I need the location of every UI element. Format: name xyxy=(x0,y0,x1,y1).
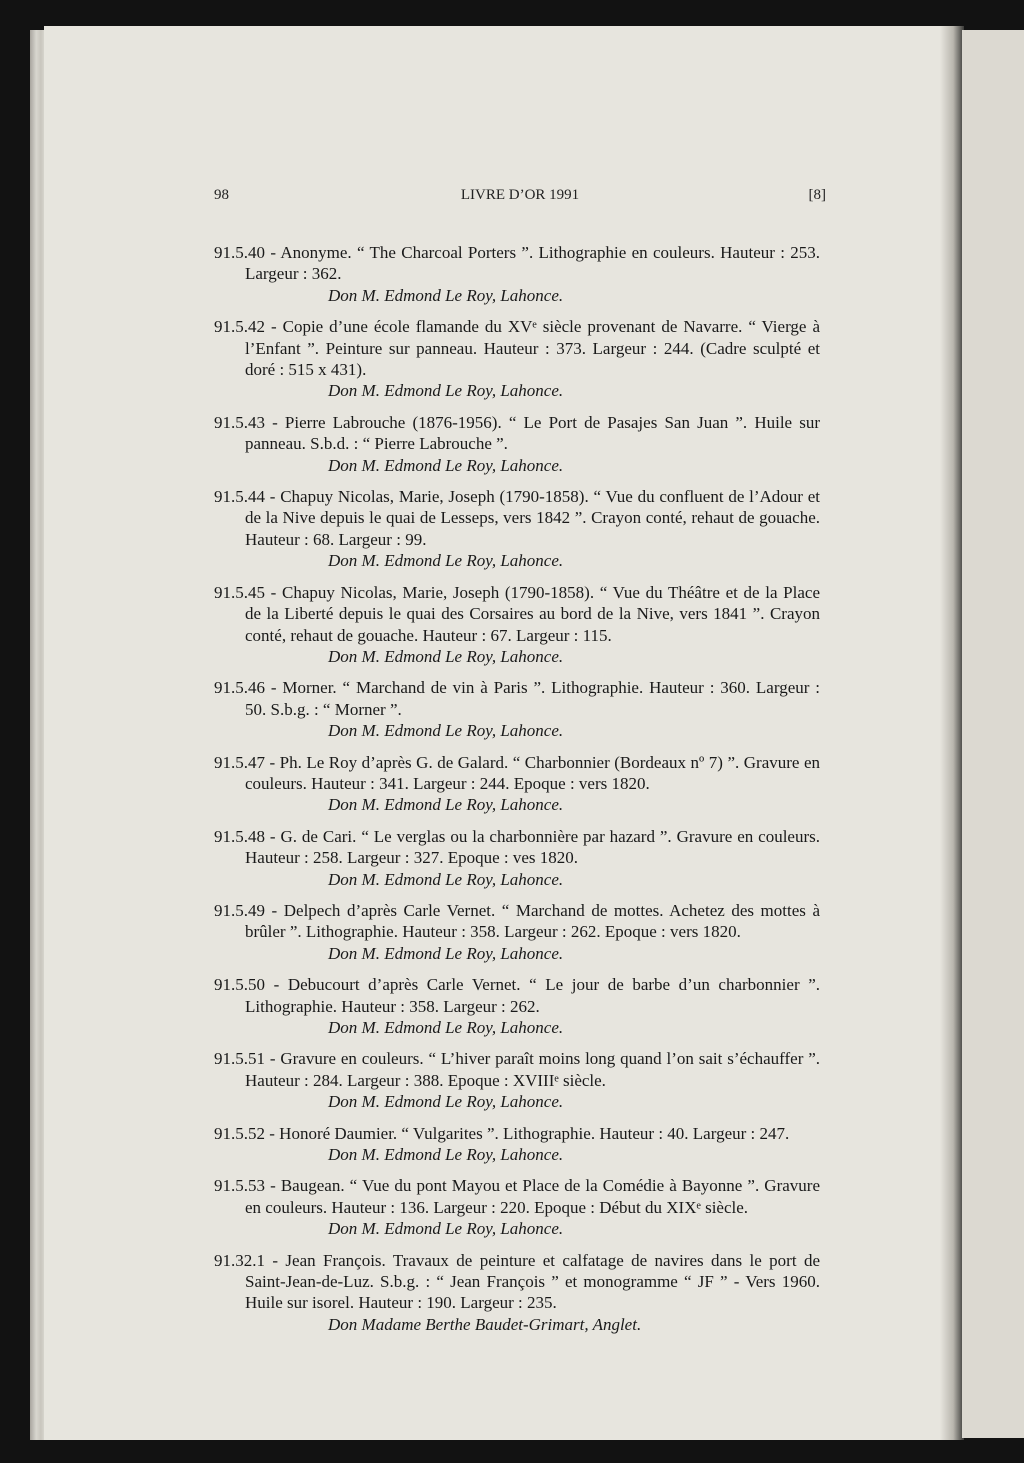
scan-background xyxy=(44,1440,1024,1463)
catalogue-entry xyxy=(214,826,820,890)
entry-text: 91.5.45 - Chapuy Nicolas, Marie, Joseph (1790-1858). “ Vue du Théâtre et de la Place de la Liberté depuis le quai des Corsaires au bord de la Nive, vers 1841 ”. Crayon conté, rehaut de gouache. Hauteur : 67. Largeur : 115. xyxy=(214,582,820,645)
catalogue-entry xyxy=(214,1123,820,1166)
catalogue-entries xyxy=(214,242,820,1345)
entry-text: 91.5.48 - G. de Cari. “ Le verglas ou la charbonnière par hazard ”. Gravure en couleurs. Hauteur : 258. Largeur : 327. Epoque : ves 1820. xyxy=(214,826,820,868)
entry-donor: Don M. Edmond Le Roy, Lahonce. xyxy=(328,943,564,963)
entry-text: 91.5.51 - Gravure en couleurs. “ L’hiver paraît moins long quand l’on sait s’échauffer ”. Hauteur : 284. Largeur : 388. Epoque : XVIIIᵉ siècle. xyxy=(214,1049,820,1090)
catalogue-entry xyxy=(214,582,820,668)
entry-text: 91.5.53 - Baugean. “ Vue du pont Mayou et Place de la Comédie à Bayonne ”. Gravure en couleurs. Hauteur : 136. Largeur : 220. Epoque : Début du XIXᵉ siècle. xyxy=(214,1176,820,1217)
entry-text: 91.5.50 - Debucourt d’après Carle Vernet. “ Le jour de barbe d’un charbonnier ”. Lithographie. Hauteur : 358. Largeur : 262. xyxy=(214,975,820,1016)
catalogue-entry xyxy=(214,242,820,306)
catalogue-entry xyxy=(214,486,820,572)
catalogue-entry xyxy=(214,1048,820,1112)
entry-donor: Don M. Edmond Le Roy, Lahonce. xyxy=(328,551,564,571)
entry-donor: Don M. Edmond Le Roy, Lahonce. xyxy=(328,721,564,741)
entry-donor: Don M. Edmond Le Roy, Lahonce. xyxy=(328,869,564,889)
catalogue-entry xyxy=(214,1175,820,1239)
entry-text: 91.5.42 - Copie d’une école flamande du XVᵉ siècle provenant de Navarre. “ Vierge à l’Enfant ”. Peinture sur panneau. Hauteur : 373. Largeur : 244. (Cadre sculpté et doré : 515 x 431). xyxy=(214,317,820,380)
entry-text: 91.5.47 - Ph. Le Roy d’après G. de Galard. “ Charbonnier (Bordeaux nº 7) ”. Gravure en couleurs. Hauteur : 341. Largeur : 244. Epoque : vers 1820. xyxy=(214,752,820,793)
entry-donor: Don M. Edmond Le Roy, Lahonce. xyxy=(328,455,564,475)
entry-donor: Don M. Edmond Le Roy, Lahonce. xyxy=(328,1219,564,1239)
entry-text: 91.5.49 - Delpech d’après Carle Vernet. “ Marchand de mottes. Achetez des mottes à brûler ”. Lithographie. Hauteur : 358. Largeur : 262. Epoque : vers 1820. xyxy=(214,900,820,942)
entry-text: 91.5.46 - Morner. “ Marchand de vin à Paris ”. Lithographie. Hauteur : 360. Largeur : 50. S.b.g. : “ Morner ”. xyxy=(214,678,820,719)
entry-donor: Don Madame Berthe Baudet-Grimart, Anglet. xyxy=(328,1314,642,1334)
entry-text: 91.5.43 - Pierre Labrouche (1876-1956). “ Le Port de Pasajes San Juan ”. Huile sur panneau. S.b.d. : “ Pierre Labrouche ”. xyxy=(214,412,820,454)
entry-donor: Don M. Edmond Le Roy, Lahonce. xyxy=(328,795,564,815)
page-title: LIVRE D’OR 1991 xyxy=(460,187,580,203)
catalogue-entry xyxy=(214,752,820,816)
entry-text: 91.5.40 - Anonyme. “ The Charcoal Porters ”. Lithographie en couleurs. Hauteur : 253. Largeur : 362. xyxy=(214,243,820,284)
catalogue-entry xyxy=(214,316,820,402)
entry-donor: Don M. Edmond Le Roy, Lahonce. xyxy=(328,646,564,666)
entry-text: 91.5.44 - Chapuy Nicolas, Marie, Joseph (1790-1858). “ Vue du confluent de l’Adour et de la Nive depuis le quai de Lesseps, vers 1842 ”. Crayon conté, rehaut de gouache. Hauteur : 68. Largeur : 99. xyxy=(214,487,820,549)
catalogue-entry xyxy=(214,412,820,476)
entry-text: 91.32.1 - Jean François. Travaux de peinture et calfatage de navires dans le port de Saint-Jean-de-Luz. S.b.g. : “ Jean François ” et monogramme “ JF ” - Vers 1960. Huile sur isorel. Hauteur : 190. Largeur : 235. xyxy=(214,1250,820,1313)
book-gutter xyxy=(940,26,964,1440)
entry-donor: Don M. Edmond Le Roy, Lahonce. xyxy=(328,1145,564,1165)
entry-donor: Don M. Edmond Le Roy, Lahonce. xyxy=(328,381,564,401)
running-head xyxy=(214,187,826,209)
entry-donor: Don M. Edmond Le Roy, Lahonce. xyxy=(328,1018,564,1037)
entry-text: 91.5.52 - Honoré Daumier. “ Vulgarites ”. Lithographie. Hauteur : 40. Largeur : 247. xyxy=(214,1123,790,1143)
facing-page-edge xyxy=(962,30,1024,1438)
entry-donor: Don M. Edmond Le Roy, Lahonce. xyxy=(328,1092,564,1112)
page-number: 98 xyxy=(214,187,229,203)
catalogue-entry xyxy=(214,900,820,964)
entry-donor: Don M. Edmond Le Roy, Lahonce. xyxy=(328,285,564,305)
catalogue-entry xyxy=(214,1250,820,1336)
catalogue-entry xyxy=(214,974,820,1038)
section-marker: [8] xyxy=(808,187,826,203)
catalogue-entry xyxy=(214,677,820,741)
